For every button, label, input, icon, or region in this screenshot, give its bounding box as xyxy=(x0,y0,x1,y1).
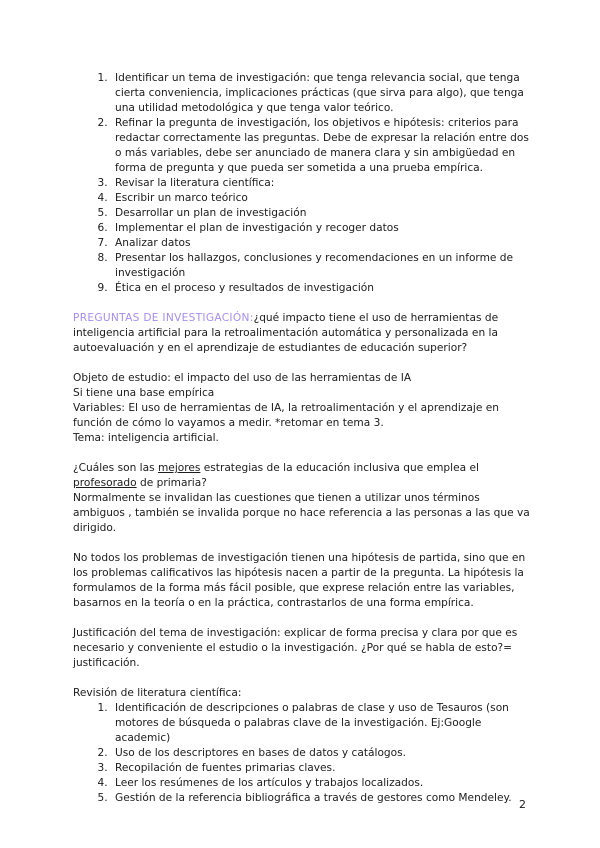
list-item: 8. Presentar los hallazgos, conclusiones y recomendaciones en un informe de investigación xyxy=(111,251,531,281)
question-note: Normalmente se invalidan las cuestiones que tienen a utilizar unos términos ambiguos , también se invalida porque no hace referencia a las personas a las que va dirigido. xyxy=(73,492,530,534)
list-item: 1. Identificación de descripciones o palabras de clase y uso de Tesauros (son motores de búsqueda o palabras clave de la investigación. Ej:Google academic) xyxy=(111,701,531,746)
object-line: Objeto de estudio: el impacto del uso de las herramientas de IA xyxy=(73,372,412,384)
text-run: estrategias de la educación inclusiva que emplea el xyxy=(200,462,479,474)
underlined-word: profesorado xyxy=(73,477,137,489)
list-item: 4. Escribir un marco teórico xyxy=(111,191,531,206)
list-item: 3. Recopilación de fuentes primarias claves. xyxy=(111,761,531,776)
review-list xyxy=(73,701,531,806)
research-question-paragraph xyxy=(73,311,531,356)
object-line: Si tiene una base empírica xyxy=(73,387,215,399)
underlined-word: mejores xyxy=(157,462,201,474)
hypothesis-paragraph: No todos los problemas de investigación tienen una hipótesis de partida, sino que en los problemas calificativos las hipótesis nacen a partir de la pregunta. La hipótesis la formulamos de la forma más fácil posible, que exprese relación entre las variables, basarnos en la teoría o en la práctica, contrastarlos de una forma empírica. xyxy=(73,552,526,609)
review-title: Revisión de literatura científica: xyxy=(73,687,242,699)
research-question-text: ¿qué impacto tiene el uso de herramientas de inteligencia artificial para la retroalimentación automática y personalizada en la autoevaluación y en el aprendizaje de estudiantes de educación superior? xyxy=(73,312,499,354)
research-steps-list xyxy=(73,71,531,296)
page-content xyxy=(73,71,531,806)
section-heading: PREGUNTAS DE INVESTIGACIÓN: xyxy=(73,312,254,324)
list-item: 1. Identificar un tema de investigación: que tenga relevancia social, que tenga cierta conveniencia, implicaciones prácticas (que sirva para algo), que tenga una utilidad metodológica y que tenga valor teórico. xyxy=(111,71,531,116)
text-run: ¿Cuáles son las xyxy=(73,462,158,474)
list-item: 2. Refinar la pregunta de investigación, los objetivos e hipótesis: criterios para redactar correctamente las preguntas. Debe de expresar la relación entre dos o más variables, debe ser anunciado de manera clara y sin ambigüedad en forma de pregunta y que pueda ser sometida a una prueba empírica. xyxy=(111,116,531,176)
list-item: 5. Gestión de la referencia bibliográfica a través de gestores como Mendeley. xyxy=(111,791,531,806)
list-item: 7. Analizar datos xyxy=(111,236,531,251)
list-item: 3. Revisar la literatura científica: xyxy=(111,176,531,191)
question-paragraph xyxy=(73,461,531,491)
list-item: 5. Desarrollar un plan de investigación xyxy=(111,206,531,221)
justification-paragraph: Justificación del tema de investigación: explicar de forma precisa y clara por que es necesario y conveniente el estudio o la investigación. ¿Por qué se habla de esto?= justificación. xyxy=(73,627,518,669)
page-number: 2 xyxy=(519,798,526,811)
list-item: 9. Ética en el proceso y resultados de investigación xyxy=(111,281,531,296)
text-run: de primaria? xyxy=(136,477,207,489)
list-item: 4. Leer los resúmenes de los artículos y trabajos localizados. xyxy=(111,776,531,791)
object-line: Tema: inteligencia artificial. xyxy=(73,432,219,444)
list-item: 6. Implementar el plan de investigación y recoger datos xyxy=(111,221,531,236)
list-item: 2. Uso de los descriptores en bases de datos y catálogos. xyxy=(111,746,531,761)
object-line: Variables: El uso de herramientas de IA, la retroalimentación y el aprendizaje en función de cómo lo vayamos a medir. *retomar en tema 3. xyxy=(73,402,499,429)
